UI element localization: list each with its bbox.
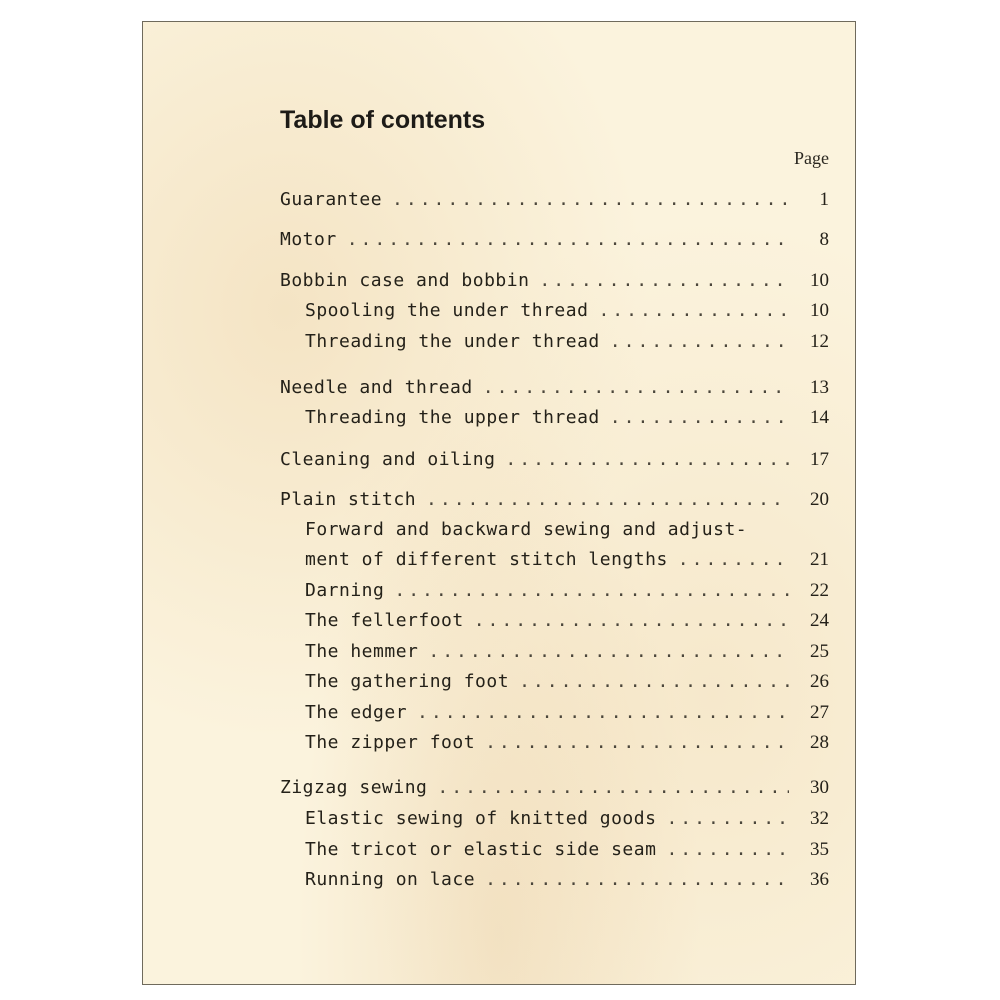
- toc-entry: [305, 839, 829, 865]
- toc-entry-page-number: 1: [819, 189, 829, 210]
- toc-entry: [305, 407, 829, 433]
- dot-leader: [394, 580, 789, 601]
- dot-leader: [610, 331, 789, 352]
- dot-leader: [519, 671, 789, 692]
- toc-entry-page-number: 10: [810, 270, 829, 291]
- toc-entry: [280, 377, 829, 403]
- dot-leader: [666, 808, 789, 829]
- dot-leader: [483, 377, 789, 398]
- toc-entry-page-number: 17: [810, 449, 829, 470]
- toc-entry-page-number: 22: [810, 580, 829, 601]
- dot-leader: [417, 702, 789, 723]
- toc-entry: [280, 489, 829, 515]
- toc-entry-page-number: 21: [810, 549, 829, 570]
- toc-entry-label: The fellerfoot: [305, 610, 464, 631]
- toc-entry: [305, 610, 829, 636]
- toc-entry: [305, 300, 829, 326]
- toc-entry-page-number: 26: [810, 671, 829, 692]
- dot-leader: [485, 732, 789, 753]
- toc-entry-label: ment of different stitch lengths: [305, 549, 668, 570]
- toc-entry-label: Plain stitch: [280, 489, 417, 510]
- toc-entry: [305, 671, 829, 697]
- toc-entry-page-number: 30: [810, 777, 829, 798]
- toc-entry-page-number: 13: [810, 377, 829, 398]
- toc-entry-page-number: 10: [810, 300, 829, 321]
- toc-entry: [305, 702, 829, 728]
- toc-entry: [280, 449, 829, 475]
- toc-entry-label: Threading the under thread: [305, 331, 600, 352]
- dot-leader: [505, 449, 789, 470]
- dot-leader: [598, 300, 789, 321]
- toc-entry-label: Spooling the under thread: [305, 300, 589, 321]
- toc-entry-label: Elastic sewing of knitted goods: [305, 808, 657, 829]
- toc-entry-page-number: 20: [810, 489, 829, 510]
- dot-leader: [428, 641, 789, 662]
- toc-entry-label: Darning: [305, 580, 385, 601]
- page-column-header: Page: [794, 148, 829, 168]
- dot-leader: [485, 869, 789, 890]
- toc-entry: [280, 189, 829, 215]
- toc-entry-page-number: 12: [810, 331, 829, 352]
- toc-entry-label: Cleaning and oiling: [280, 449, 496, 470]
- dot-leader: [610, 407, 789, 428]
- toc-entry-label: Zigzag sewing: [280, 777, 428, 798]
- toc-entry-page-number: 28: [810, 732, 829, 753]
- toc-entry-label: Threading the upper thread: [305, 407, 600, 428]
- dot-leader: [666, 839, 789, 860]
- toc-entry-page-number: 32: [810, 808, 829, 829]
- dot-leader: [426, 489, 789, 510]
- dot-leader: [474, 610, 789, 631]
- dot-leader: [678, 549, 789, 570]
- toc-entry-page-number: 8: [819, 229, 829, 250]
- toc-entry-page-number: 27: [810, 702, 829, 723]
- toc-entry-label: Forward and backward sewing and adjust-: [305, 519, 748, 540]
- toc-entry: [280, 229, 829, 255]
- table-of-contents: [143, 22, 855, 984]
- toc-entry-page-number: 24: [810, 610, 829, 631]
- dot-leader: [437, 777, 789, 798]
- toc-entry-page-number: 36: [810, 869, 829, 890]
- toc-entry-page-number: 25: [810, 641, 829, 662]
- toc-entry-label: Running on lace: [305, 869, 476, 890]
- toc-entry: [280, 270, 829, 296]
- toc-entry-label: The hemmer: [305, 641, 419, 662]
- toc-entry-label: Motor: [280, 229, 337, 250]
- toc-entry-label: The gathering foot: [305, 671, 510, 692]
- dot-leader: [539, 270, 789, 291]
- toc-entry: [305, 331, 829, 357]
- toc-entry: [305, 641, 829, 667]
- dot-leader: [392, 189, 789, 210]
- document-page: [142, 21, 856, 985]
- toc-entry: [305, 732, 829, 758]
- toc-entry: [305, 808, 829, 834]
- toc-entry-label: Needle and thread: [280, 377, 473, 398]
- toc-entry-label: The zipper foot: [305, 732, 476, 753]
- page-title: Table of contents: [280, 106, 486, 134]
- toc-entry: [305, 549, 829, 575]
- toc-entry: [305, 519, 829, 545]
- toc-entry-label: The edger: [305, 702, 408, 723]
- dot-leader: [347, 229, 789, 250]
- toc-entry-page-number: 35: [810, 839, 829, 860]
- toc-entry-label: Guarantee: [280, 189, 383, 210]
- toc-entry: [305, 869, 829, 895]
- toc-entry: [305, 580, 829, 606]
- toc-entry-label: Bobbin case and bobbin: [280, 270, 530, 291]
- toc-entry: [280, 777, 829, 803]
- toc-entry-page-number: 14: [810, 407, 829, 428]
- toc-entry-label: The tricot or elastic side seam: [305, 839, 657, 860]
